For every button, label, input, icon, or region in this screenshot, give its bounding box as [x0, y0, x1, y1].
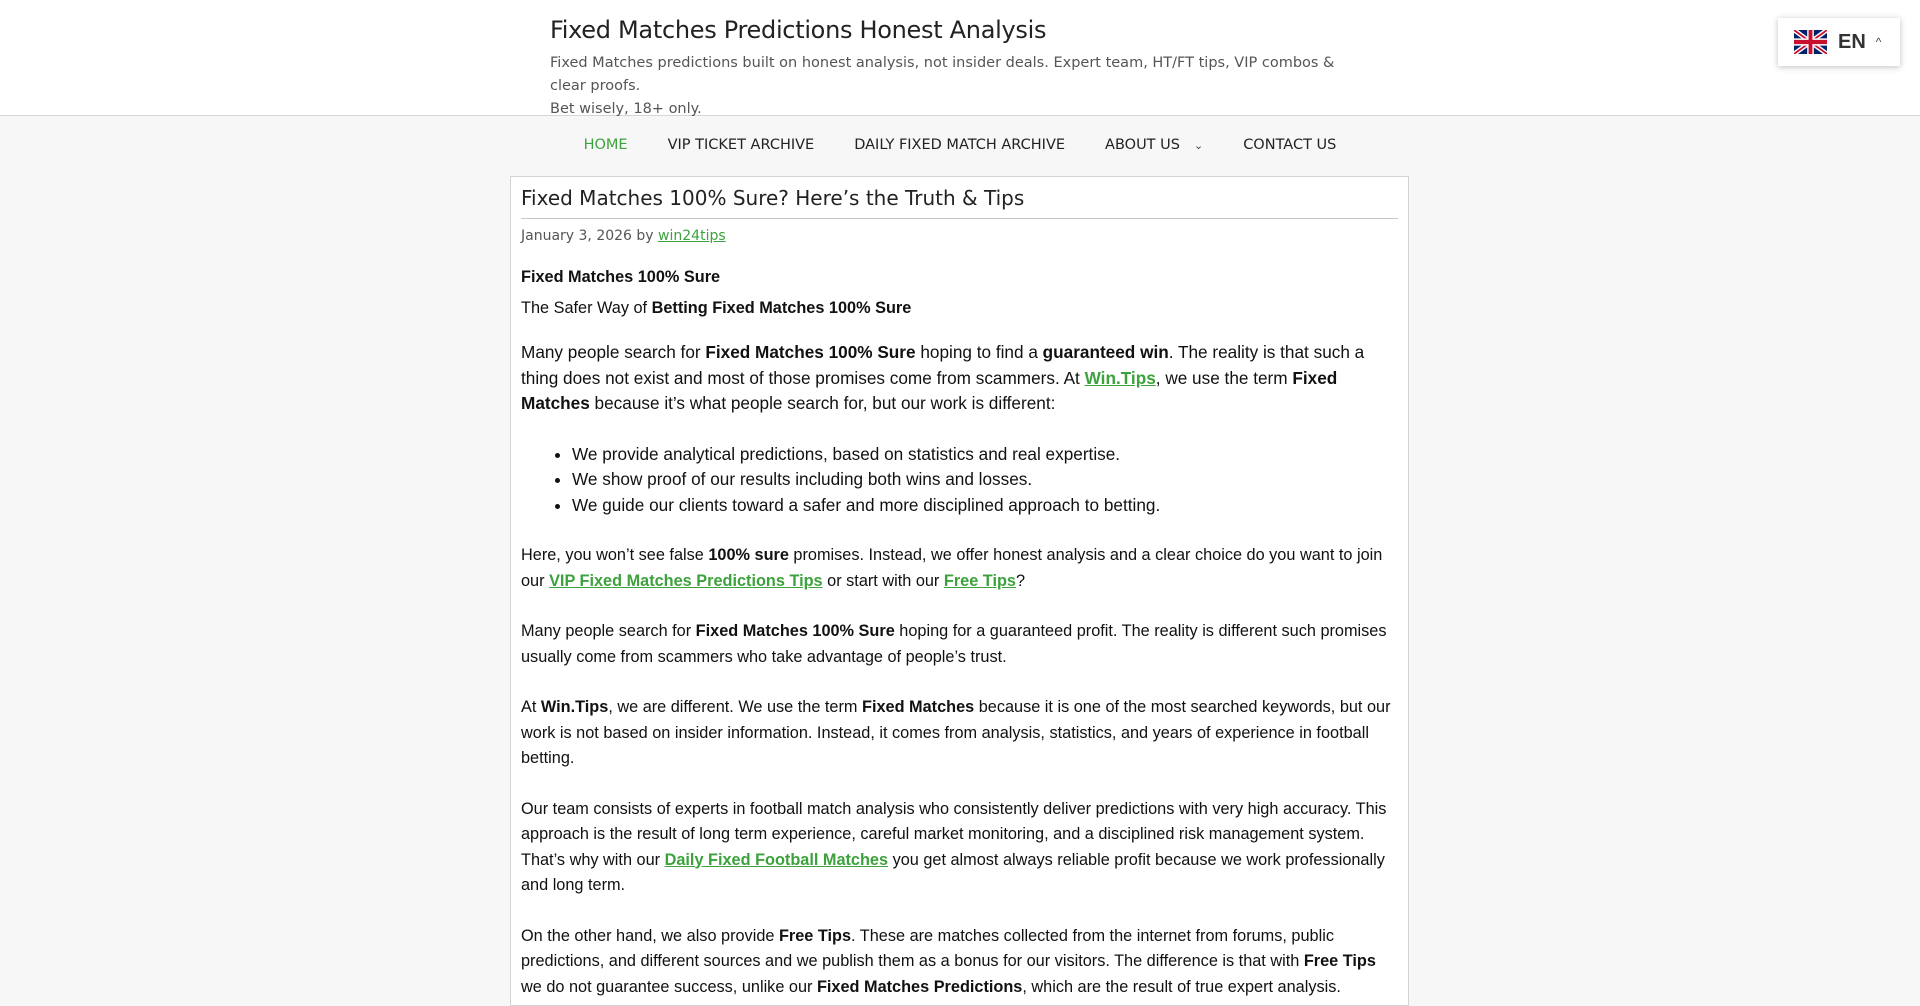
- post-subheading: Fixed Matches 100% Sure: [521, 268, 721, 286]
- site-header: [0, 0, 1920, 116]
- choice-paragraph: Here, you won’t see false 100% sure promises. Instead, we offer honest analysis and a clear choice do you want to join our VIP Fixed Matches Predictions Tips or start with our Free Tips?: [521, 546, 1383, 590]
- uk-flag-icon: [1794, 30, 1827, 54]
- free-tips-paragraph: On the other hand, we also provide Free Tips. These are matches collected from the internet from forums, public predictions, and different sources and we publish them as a bonus for our visitors. The difference is that with Free Tips we do not guarantee success, unlike our Fixed Matches Predictions, which are the result of true expert analysis.: [521, 926, 1376, 996]
- feature-list: [521, 442, 1398, 519]
- site-description-line1: Fixed Matches predictions built on honest analysis, not insider deals. Expert team, HT/FT tips, VIP combos & clear proofs.: [550, 55, 1335, 94]
- list-item: • We show proof of our results including both wins and losses.: [572, 467, 1398, 493]
- nav-item-home[interactable]: HOME: [583, 137, 628, 153]
- reality-paragraph: Many people search for Fixed Matches 100% Sure hoping for a guaranteed profit. The reality is different such promises usually come from scammers who take advantage of people’s trust.: [521, 622, 1387, 666]
- post-content: [510, 176, 1409, 1006]
- list-item: • We guide our clients toward a safer and more disciplined approach to betting.: [572, 493, 1398, 519]
- nav-menu: [0, 116, 1920, 174]
- language-code: EN: [1838, 30, 1866, 53]
- post-by-label: by: [636, 228, 654, 244]
- post-meta: [521, 228, 1398, 244]
- site-title[interactable]: Fixed Matches Predictions Honest Analysis: [550, 16, 1047, 44]
- list-item: • We provide analytical predictions, based on statistics and real expertise.: [572, 442, 1398, 468]
- nav-item-contact-us[interactable]: CONTACT US: [1243, 137, 1337, 153]
- team-paragraph: Our team consists of experts in football match analysis who consistently deliver predictions with very high accuracy. This approach is the result of long term experience, careful market monitoring, and a disciplined risk management system. That’s why with our Daily Fixed Football Matches you get almost always reliable profit because we work professionally and long term.: [521, 799, 1387, 894]
- nav-item-daily-fixed-match-archive[interactable]: DAILY FIXED MATCH ARCHIVE: [854, 137, 1066, 153]
- safer-way-line: The Safer Way of Betting Fixed Matches 100% Sure: [521, 298, 912, 317]
- win-tips-link[interactable]: Win.Tips: [1084, 367, 1156, 388]
- site-description: [550, 52, 1370, 121]
- language-switcher[interactable]: [1778, 18, 1900, 66]
- difference-paragraph: At Win.Tips, we are different. We use the term Fixed Matches because it is one of the most searched keywords, but our work is not based on insider information. Instead, it comes from analysis, statistics, and years of experience in football betting.: [521, 698, 1391, 767]
- nav-item-about-us-label: ABOUT US: [1105, 137, 1180, 153]
- chevron-down-icon[interactable]: ⌄: [1193, 138, 1204, 152]
- free-tips-link[interactable]: Free Tips: [943, 571, 1016, 590]
- post-title: Fixed Matches 100% Sure? Here’s the Truth & Tips: [521, 186, 1398, 219]
- post-author-link[interactable]: win24tips: [658, 228, 726, 244]
- nav-item-about-us[interactable]: [1105, 137, 1203, 153]
- nav-item-vip-ticket-archive[interactable]: VIP TICKET ARCHIVE: [667, 137, 815, 153]
- vip-predictions-link[interactable]: VIP Fixed Matches Predictions Tips: [549, 571, 823, 590]
- intro-paragraph: Many people search for Fixed Matches 100% Sure hoping to find a guaranteed win. The reality is that such a thing does not exist and most of those promises come from scammers. At Win.Tips, we use the term Fixed Matches because it’s what people search for, but our work is different:: [521, 342, 1365, 413]
- chevron-up-icon: ^: [1875, 35, 1882, 49]
- main-navigation: [0, 116, 1920, 174]
- daily-fixed-matches-link[interactable]: Daily Fixed Football Matches: [664, 850, 889, 869]
- site-branding: [550, 16, 1370, 121]
- post-date: January 3, 2026: [521, 228, 632, 244]
- site-description-line2: Bet wisely, 18+ only.: [550, 101, 702, 117]
